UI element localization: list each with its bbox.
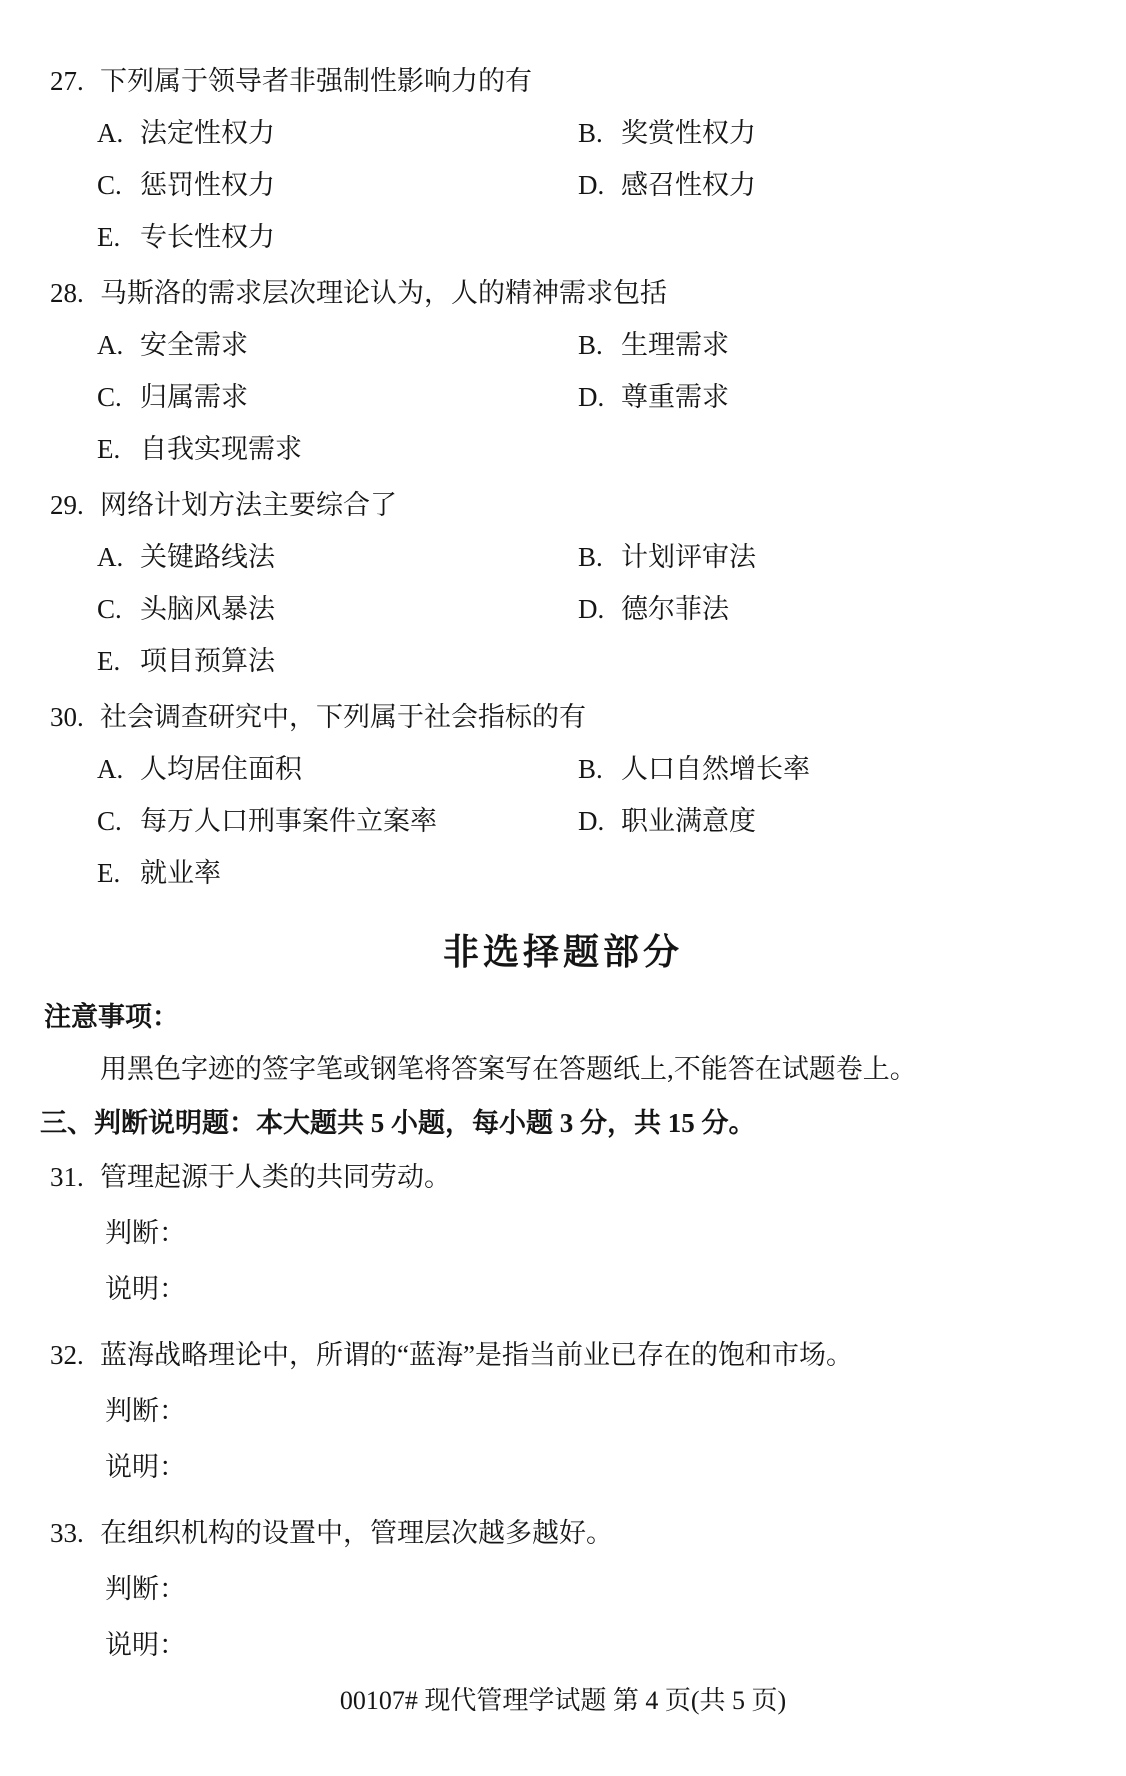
section-heading: 非选择题部分 [442, 932, 683, 972]
question-32 [0, 1340, 1126, 1482]
option-text: 法定性权力 [140, 118, 275, 148]
option-a [97, 330, 578, 360]
question-number: 29. [50, 490, 84, 520]
option-b [578, 754, 810, 784]
option-label: C. [97, 806, 122, 836]
option-label: B. [578, 330, 603, 360]
option-label: D. [578, 806, 605, 836]
option-text: 就业率 [140, 858, 221, 888]
option-row [0, 170, 1126, 200]
option-c [97, 594, 578, 624]
option-text: 自我实现需求 [140, 434, 302, 464]
option-text: 生理需求 [621, 330, 729, 360]
option-label: E. [97, 434, 121, 464]
notice-label: 注意事项： [44, 1002, 179, 1032]
option-row [0, 754, 1126, 784]
option-label: C. [97, 170, 122, 200]
option-c [97, 806, 578, 836]
question-stem-line [0, 1340, 1126, 1370]
option-label: E. [97, 646, 121, 676]
option-text: 安全需求 [140, 330, 248, 360]
option-row [0, 118, 1126, 148]
option-label: C. [97, 382, 122, 412]
option-d [578, 382, 729, 412]
option-text: 职业满意度 [621, 806, 756, 836]
option-label: A. [97, 754, 124, 784]
question-stem: 在组织机构的设置中，管理层次越多越好。 [100, 1518, 613, 1548]
part3-heading: 三、判断说明题：本大题共 5 小题，每小题 3 分，共 15 分。 [40, 1108, 756, 1138]
option-row [0, 594, 1126, 624]
option-a [97, 754, 578, 784]
option-b [578, 118, 756, 148]
question-stem: 蓝海战略理论中，所谓的“蓝海”是指当前业已存在的饱和市场。 [100, 1340, 853, 1370]
option-e [97, 434, 302, 464]
option-text: 计划评审法 [621, 542, 756, 572]
option-text: 奖赏性权力 [621, 118, 756, 148]
question-29 [0, 490, 1126, 676]
option-row [0, 542, 1126, 572]
option-label: B. [578, 754, 603, 784]
option-c [97, 382, 578, 412]
question-stem-line [0, 702, 1126, 732]
option-text: 惩罚性权力 [140, 170, 275, 200]
question-stem: 下列属于领导者非强制性影响力的有 [100, 66, 532, 96]
option-label: A. [97, 118, 124, 148]
option-e [97, 858, 221, 888]
option-text: 头脑风暴法 [140, 594, 275, 624]
judge-label: 判断： [105, 1574, 186, 1604]
option-c [97, 170, 578, 200]
page-footer: 00107# 现代管理学试题 第 4 页(共 5 页) [339, 1686, 787, 1715]
judge-label: 判断： [105, 1218, 186, 1248]
question-stem: 网络计划方法主要综合了 [100, 490, 397, 520]
option-text: 德尔菲法 [621, 594, 729, 624]
question-30 [0, 702, 1126, 888]
option-row [0, 858, 1126, 888]
option-row [0, 806, 1126, 836]
question-28 [0, 278, 1126, 464]
option-text: 归属需求 [140, 382, 248, 412]
option-label: B. [578, 542, 603, 572]
option-label: E. [97, 858, 121, 888]
question-stem-line [0, 490, 1126, 520]
option-e [97, 222, 275, 252]
option-label: A. [97, 330, 124, 360]
question-number: 28. [50, 278, 84, 308]
option-e [97, 646, 275, 676]
option-row [0, 222, 1126, 252]
notice-text: 用黑色字迹的签字笔或钢笔将答案写在答题纸上,不能答在试题卷上。 [100, 1054, 917, 1084]
option-d [578, 170, 756, 200]
question-number: 32. [50, 1340, 84, 1370]
judge-label: 判断： [105, 1396, 186, 1426]
option-text: 专长性权力 [140, 222, 275, 252]
option-text: 人均居住面积 [140, 754, 302, 784]
option-text: 尊重需求 [621, 382, 729, 412]
explain-label: 说明： [105, 1630, 186, 1660]
question-number: 30. [50, 702, 84, 732]
option-label: B. [578, 118, 603, 148]
option-label: D. [578, 382, 605, 412]
question-stem: 管理起源于人类的共同劳动。 [100, 1162, 451, 1192]
option-label: E. [97, 222, 121, 252]
question-number: 33. [50, 1518, 84, 1548]
option-b [578, 330, 729, 360]
question-stem-line [0, 278, 1126, 308]
question-stem-line [0, 66, 1126, 96]
option-b [578, 542, 756, 572]
explain-label: 说明： [105, 1274, 186, 1304]
option-row [0, 330, 1126, 360]
question-number: 27. [50, 66, 84, 96]
option-text: 人口自然增长率 [621, 754, 810, 784]
question-31 [0, 1162, 1126, 1304]
question-33 [0, 1518, 1126, 1660]
option-d [578, 806, 756, 836]
option-row [0, 382, 1126, 412]
option-label: D. [578, 170, 605, 200]
option-row [0, 646, 1126, 676]
option-label: C. [97, 594, 122, 624]
option-a [97, 542, 578, 572]
explain-label: 说明： [105, 1452, 186, 1482]
question-27 [0, 66, 1126, 252]
option-text: 关键路线法 [140, 542, 275, 572]
question-stem-line [0, 1518, 1126, 1548]
question-stem: 马斯洛的需求层次理论认为，人的精神需求包括 [100, 278, 667, 308]
question-stem-line [0, 1162, 1126, 1192]
option-text: 每万人口刑事案件立案率 [140, 806, 437, 836]
option-text: 感召性权力 [621, 170, 756, 200]
option-label: D. [578, 594, 605, 624]
option-d [578, 594, 729, 624]
option-row [0, 434, 1126, 464]
option-label: A. [97, 542, 124, 572]
option-text: 项目预算法 [140, 646, 275, 676]
question-number: 31. [50, 1162, 84, 1192]
question-stem: 社会调查研究中，下列属于社会指标的有 [100, 702, 586, 732]
option-a [97, 118, 578, 148]
